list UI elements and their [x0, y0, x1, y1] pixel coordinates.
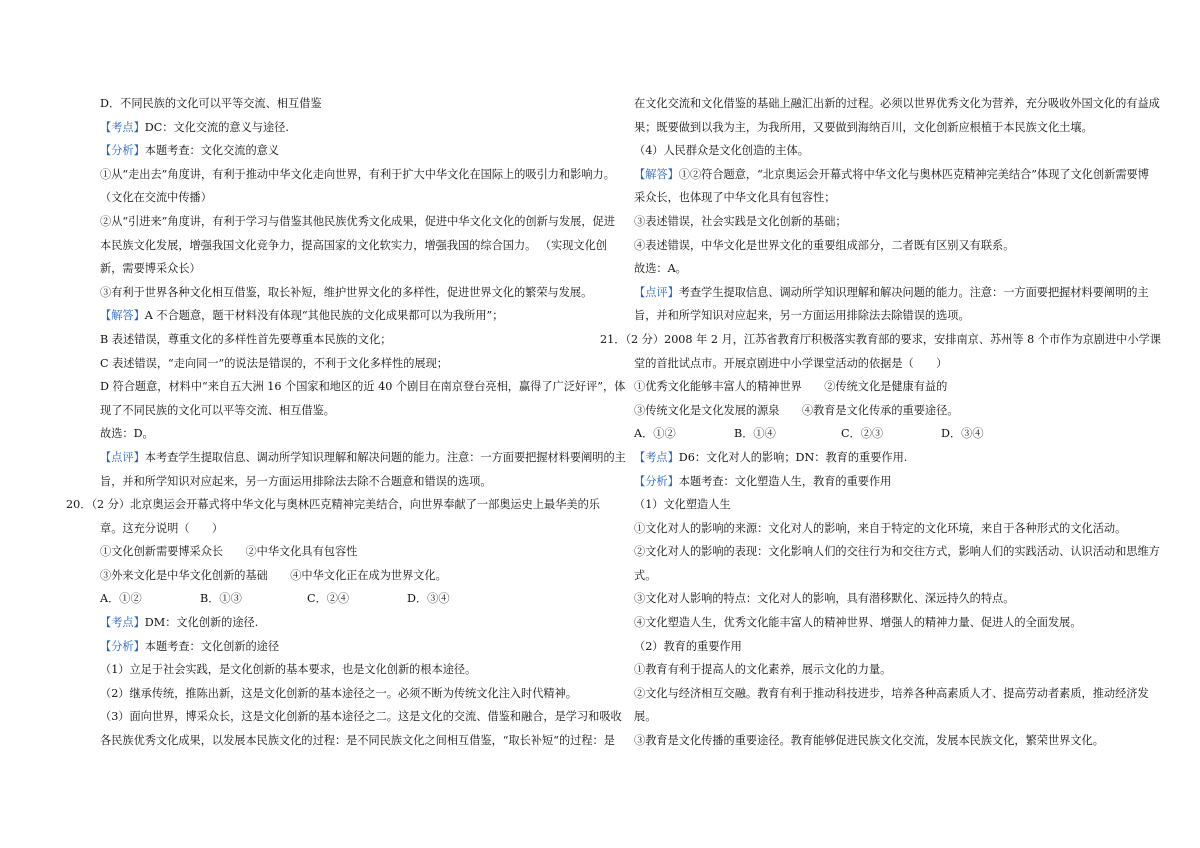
text-line [622, 304, 1134, 328]
line-text: 本题考查：文化创新的途径 [144, 639, 280, 653]
text-line [88, 163, 615, 187]
line-text: D．不同民族的文化可以平等交流、相互借鉴 [100, 97, 322, 110]
text-line [88, 281, 593, 305]
right-column [600, 92, 1161, 753]
line-text: （2）继承传统，推陈出新，这是文化创新的基本途径之一。必须不断为传统文化注入时代精神。 [100, 686, 577, 700]
text-line [622, 635, 1134, 659]
line-text: ②文化与经济相互交融。教育有利于推动科技进步，培养各种高素质人才、提高劳动者素质，推动经济发 [634, 686, 1149, 700]
section-line [622, 446, 1134, 470]
line-text: ③有利于世界各种文化相互借鉴，取长补短，维护世界文化的多样性，促进世界文化的繁荣与发展。 [100, 285, 593, 299]
line-text: 新，需要博采众长） [100, 262, 201, 276]
section-tag: 【解答】 [634, 167, 679, 181]
line-text: 故选：D。 [100, 427, 154, 441]
line-text: 旨，并和所学知识对应起来，另一方面运用排除法去除错误的选项。 [634, 309, 970, 323]
line-text: （2）教育的重要作用 [634, 639, 742, 653]
text-line [622, 564, 1134, 588]
section-tag: 【点评】 [634, 285, 679, 299]
line-text: ③教育是文化传播的重要途径。教育能够促进民族文化交流，发展本民族文化，繁荣世界文化。 [634, 734, 1104, 748]
text-line [622, 611, 1134, 635]
text-line [88, 705, 622, 729]
question-number: 20． [66, 498, 92, 512]
line-text: ②文化对人的影响的表现：文化影响人们的交往行为和交往方式，影响人们的实践活动、认识活动和思维方 [634, 545, 1160, 559]
section-line [88, 446, 626, 470]
option-C: C．②④ [307, 592, 350, 606]
line-text: 在文化交流和文化借鉴的基础上融汇出新的过程。必须以世界优秀文化为营养，充分吸收外国文化的有益成 [634, 97, 1160, 110]
line-text: 旨，并和所学知识对应起来，另一方面运用排除法去除不合题意和错误的选项。 [100, 474, 492, 488]
question-stem [66, 493, 600, 517]
text-line [622, 234, 1134, 258]
answer-options [88, 587, 593, 611]
line-text: 果；既要做到以我为主，为我所用，又要做到海纳百川，文化创新应根植于本民族文化土壤。 [634, 120, 1093, 134]
text-line [88, 399, 593, 423]
line-text: DM：文化创新的途径. [144, 616, 259, 630]
line-text: 故选：A。 [634, 262, 687, 276]
text-line [622, 540, 1160, 564]
text-line [88, 540, 593, 564]
text-line [622, 92, 1160, 116]
line-text: A 不合题意，题干材料没有体现“其他民族的文化成果都可以为我所用”； [144, 309, 504, 323]
text-line [88, 658, 593, 682]
section-tag: 【分析】 [100, 639, 145, 653]
text-line [622, 517, 1134, 541]
line-text: 展。 [634, 710, 657, 724]
text-line [622, 493, 1134, 517]
line-text: （2 分）2008 年 2 月，江苏省教育厅积极落实教育部的要求，安排南京、苏州等 8 个市作为京剧进中小学课 [625, 332, 1161, 346]
option-B: B．①③ [200, 592, 242, 606]
line-text: （3）面向世界，博采众长，这是文化创新的基本途径之二。这是文化的交流、借鉴和融合，是学习和吸收 [100, 710, 622, 724]
section-tag: 【考点】 [100, 616, 145, 630]
line-text: ①从“走出去”角度讲，有利于推动中华文化走向世界，有利于扩大中华文化在国际上的吸引力和影响力。 [100, 167, 615, 181]
option-D: D．③④ [941, 427, 984, 441]
line-text: 各民族优秀文化成果，以发展本民族文化的过程：是不同民族文化之间相互借鉴，“取长补短“的过程：是 [100, 734, 615, 748]
line-text: 本题考查：文化交流的意义 [144, 144, 280, 158]
line-text: 式。 [634, 568, 657, 582]
option-D: D．③④ [407, 592, 450, 606]
text-line [622, 257, 1134, 281]
line-text: ③外来文化是中华文化创新的基础 ④中华文化正在成为世界文化。 [100, 568, 447, 582]
line-text: ③传统文化是文化发展的源泉 ④教育是文化传承的重要途径。 [634, 403, 959, 417]
line-text: （4）人民群众是文化创造的主体。 [634, 144, 809, 158]
line-text: 本民族文化发展，增强我国文化竞争力，提高国家的文化软实力，增强我国的综合国力。 （实现文化创 [100, 238, 607, 252]
text-line [88, 328, 593, 352]
line-text: （1）立足于社会实践，是文化创新的基本要求，也是文化创新的根本途径。 [100, 663, 477, 677]
line-text: 采众长，也体现了中华文化具有包容性； [634, 191, 836, 205]
text-line [88, 352, 593, 376]
text-line [622, 705, 1134, 729]
text-line [622, 587, 1134, 611]
line-text: （文化在交流中传播） [100, 191, 212, 205]
line-text: ③文化对人影响的特点：文化对人的影响，具有潜移默化、深远持久的特点。 [634, 592, 1015, 606]
text-line [88, 470, 593, 494]
text-line [622, 210, 1134, 234]
option-A: A．①② [100, 592, 142, 606]
line-text: 堂的首批试点市。开展京剧进中小学课堂活动的依据是（ ） [634, 356, 948, 370]
line-text: DC：文化交流的意义与途径. [144, 120, 289, 134]
text-line [88, 234, 607, 258]
line-text: 章。这充分说明（ ） [100, 521, 224, 535]
line-text: ①文化创新需要博采众长 ②中华文化具有包容性 [100, 545, 358, 559]
line-text: ④文化塑造人生，优秀文化能丰富人的精神世界、增强人的精神力量、促进人的全面发展。 [634, 616, 1082, 630]
line-text: B 表述错误，尊重文化的多样性首先要尊重本民族的文化； [100, 332, 392, 346]
section-line [88, 635, 593, 659]
text-line [622, 352, 1134, 376]
text-line [622, 139, 1134, 163]
text-line [88, 517, 593, 541]
text-line [622, 375, 1134, 399]
section-tag: 【分析】 [100, 144, 145, 158]
line-text: ③表述错误，社会实践是文化创新的基础； [634, 214, 847, 228]
line-text: D6：文化对人的影响；DN：教育的重要作用. [678, 450, 908, 464]
question-number: 21． [600, 332, 626, 346]
option-A: A．①② [634, 427, 676, 441]
option-B: B．①④ [734, 427, 776, 441]
text-line [622, 729, 1134, 753]
section-line [88, 116, 593, 140]
line-text: ②从“引进来”角度讲，有利于学习与借鉴其他民族优秀文化成果，促进中华文化文化的创新与发展，促进 [100, 214, 615, 228]
line-text: D 符合题意，材料中“来自五大洲 16 个国家和地区的近 40 个剧目在南京登台亮相，赢得了广泛好评”，体 [100, 380, 626, 394]
text-line [622, 186, 1134, 210]
line-text: 本题考查：文化塑造人生，教育的重要作用 [678, 474, 892, 488]
line-text: 考查学生提取信息、调动所学知识理解和解决问题的能力。注意：一方面要把握材料要阐明的主 [678, 285, 1149, 299]
answer-options [622, 422, 1134, 446]
section-tag: 【解答】 [100, 309, 145, 323]
section-tag: 【分析】 [634, 474, 679, 488]
text-line [88, 682, 593, 706]
line-text: ①②符合题意，“北京奥运会开幕式将中华文化与奥林匹克精神完美结合”体现了文化创新需要博 [678, 167, 1149, 181]
text-line [88, 729, 615, 753]
section-line [622, 470, 1134, 494]
line-text: C 表述错误，“走向同一”的说法是错误的，不利于文化多样性的展现； [100, 356, 448, 370]
section-tag: 【考点】 [100, 120, 145, 134]
text-line [88, 210, 615, 234]
section-line [622, 163, 1149, 187]
line-text: （1）文化塑造人生 [634, 498, 731, 512]
line-text: ①教育有利于提高人的文化素养，展示文化的力量。 [634, 663, 892, 677]
line-text: ①优秀文化能够丰富人的精神世界 ②传统文化是健康有益的 [634, 380, 948, 394]
section-tag: 【考点】 [634, 450, 679, 464]
text-line [622, 682, 1149, 706]
text-line [622, 399, 1134, 423]
line-text: 现了不同民族的文化可以平等交流、相互借鉴。 [100, 403, 335, 417]
line-text: 本考查学生提取信息、调动所学知识理解和解决问题的能力。注意：一方面要把握材料要阐明的主 [144, 450, 626, 464]
line-text: ④表述错误，中华文化是世界文化的重要组成部分，二者既有区别又有联系。 [634, 238, 1015, 252]
line-text: （2 分）北京奥运会开幕式将中华文化与奥林匹克精神完美结合，向世界奉献了一部奥运史上最华美的乐 [91, 498, 600, 512]
section-line [88, 139, 593, 163]
text-line [88, 257, 593, 281]
section-tag: 【点评】 [100, 450, 145, 464]
text-line [88, 186, 593, 210]
question-stem [600, 328, 1161, 352]
text-line [622, 658, 1134, 682]
text-line [88, 422, 593, 446]
text-line [622, 116, 1134, 140]
text-line [88, 92, 593, 116]
section-line [88, 304, 593, 328]
option-C: C．②③ [841, 427, 884, 441]
text-line [88, 375, 626, 399]
text-line [88, 564, 593, 588]
section-line [622, 281, 1149, 305]
line-text: ①文化对人的影响的来源：文化对人的影响，来自于特定的文化环境，来自于各种形式的文化活动。 [634, 521, 1127, 535]
section-line [88, 611, 593, 635]
